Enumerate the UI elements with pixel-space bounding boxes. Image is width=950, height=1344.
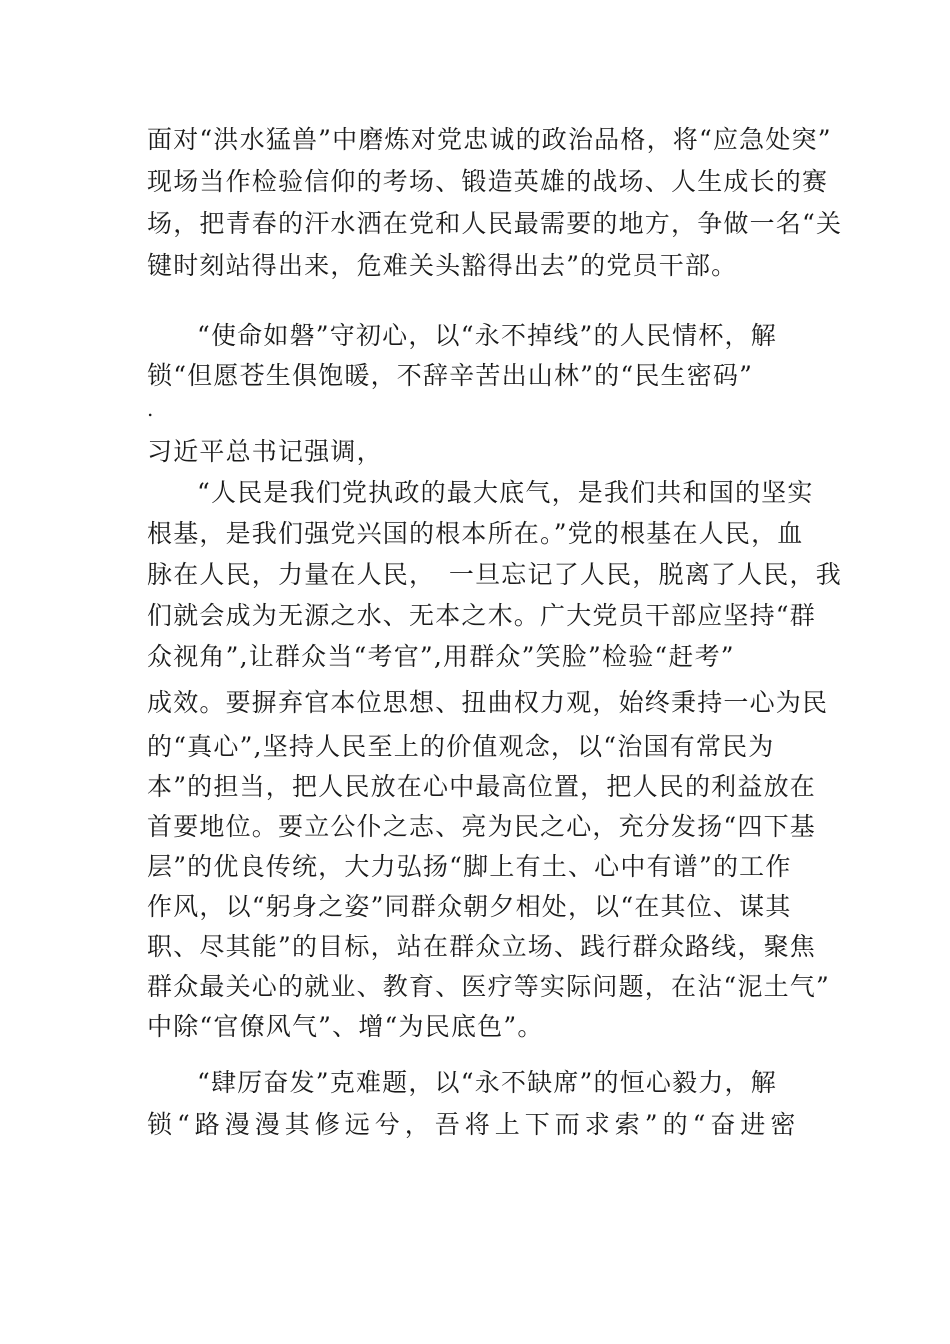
section-heading-line: “肆厉奋发”克难题，以“永不缺席”的恒心毅力，解 [197,1068,777,1097]
paragraph-line: 们就会成为无源之水、无本之木。广大党员干部应坚持“群 [147,601,816,630]
paragraph-line: 现场当作检验信仰的考场、锻造英雄的战场、人生成长的赛 [147,167,829,196]
paragraph-line: 的“真心”,坚持人民至上的价值观念，以“治国有常民为 [147,732,775,761]
paragraph-line: 面对“洪水猛兽”中磨炼对党忠诚的政治品格，将“应急处突” [147,125,832,154]
paragraph-line: 根基，是我们强党兴国的根本所在。”党的根基在人民，血 [147,519,804,548]
paragraph-line: 本”的担当，把人民放在心中最高位置，把人民的利益放在 [147,772,816,801]
paragraph-line: 作风，以“躬身之姿”同群众朝夕相处，以“在其位、谋其 [147,892,792,921]
section-heading-line: 锁“但愿苍生俱饱暖，不辞辛苦出山林”的“民生密码” [147,361,754,390]
paragraph-line: 层”的优良传统，大力弘扬“脚上有土、心中有谱”的工作 [147,852,792,881]
paragraph-line: 群众最关心的就业、教育、医疗等实际问题，在沾“泥土气” [147,972,830,1001]
paragraph-line: 众视角”,让群众当“考官”,用群众”笑脸”检验“赶考” [147,642,735,671]
paragraph-line: 中除“官僚风气”、增“为民底色”。 [147,1012,544,1041]
paragraph-line: 职、尽其能”的目标，站在群众立场、践行群众路线，聚焦 [147,932,816,961]
paragraph-line: 首要地位。要立公仆之志、亮为民之心，充分发扬“四下基 [147,812,816,841]
paragraph-line: “人民是我们党执政的最大底气，是我们共和国的坚实 [197,478,814,507]
paragraph-line: 场，把青春的汗水洒在党和人民最需要的地方，争做一名“关 [147,209,843,238]
paragraph-lead: 习近平总书记强调， [147,437,383,466]
section-heading-line: “使命如磐”守初心，以“永不掉线”的人民情杯，解 [197,321,777,350]
paragraph-line: 键时刻站得出来，危难关头豁得出去”的党员干部。 [147,251,738,280]
section-heading-line: 锁“路漫漫其修远兮，吾将上下而求索”的“奋进密 [147,1110,801,1139]
paragraph-line: 脉在人民，力量在人民， 一旦忘记了人民，脱离了人民，我 [147,560,842,589]
stray-dot: . [147,397,154,421]
paragraph-line: 成效。要摒弃官本位思想、扭曲权力观，始终秉持一心为民 [147,688,829,717]
